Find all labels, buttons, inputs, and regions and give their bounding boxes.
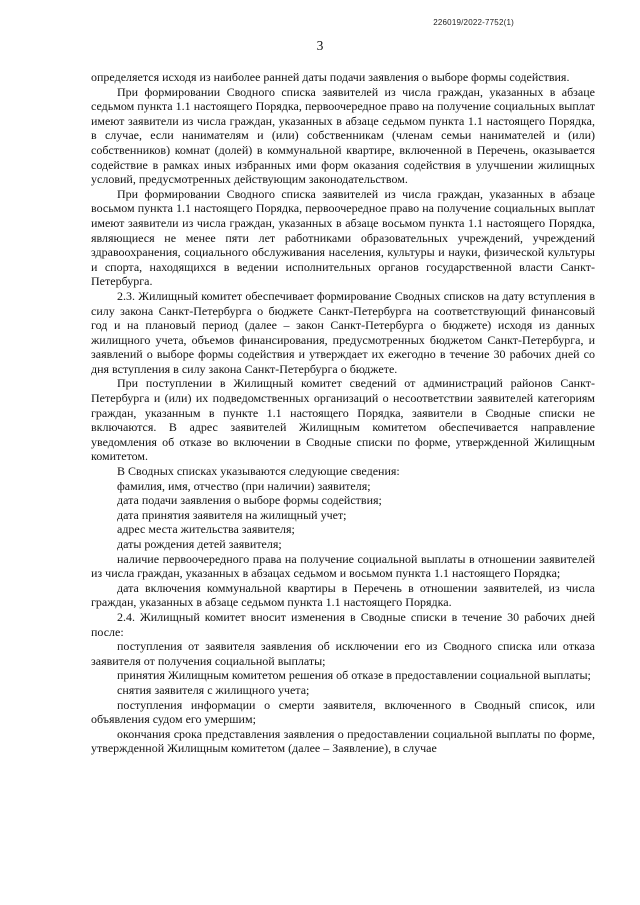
paragraph: 2.4. Жилищный комитет вносит изменения в Сводные списки в течение 30 рабочих дней после: [91,609,595,639]
paragraph: В Сводных списках указываются следующие сведения: [117,464,400,479]
list-item: дата принятия заявителя на жилищный учет; [117,507,347,522]
list-item: поступления от заявителя заявления об исключении его из Сводного списка или отказа заявителя от получения социальной выплаты; [91,639,595,668]
list-item: принятия Жилищным комитетом решения об отказе в предоставлении социальной выплаты; [117,668,591,683]
paragraph: При поступлении в Жилищный комитет сведений от администраций районов Санкт-Петербурга и (или) их подведомственных организаций о несоответствии заявителей категориям граждан, указанным в пункте 1.1 настоящего Порядка, заявители в Сводные списки не включаются. В адрес заявителей Жилищным комитетом обеспечивается направление уведомления об отказе во включении в Сводные списки по форме, утвержденной Жилищным комитетом. [91,376,595,464]
list-item: окончания срока представления заявления о предоставлении социальной выплаты по форме, утвержденной Жилищным комитетом (далее – Заявление), в случае [91,726,595,756]
list-item: даты рождения детей заявителя; [117,537,282,551]
paragraph: При формировании Сводного списка заявителей из числа граждан, указанных в абзаце седьмом пункта 1.1 настоящего Порядка, первоочередное право на получение социальных выплат имеют заявители из числа граждан, указанных в абзаце седьмом пункта 1.1 настоящего Порядка, в случае, если нанимателям и (или) собственникам (членам семьи нанимателей и (или) собственников) комнат (долей) в коммунальной квартире, включенной в Перечень, оказывается содействие в рамках иных избранных ими форм оказания содействия в улучшении жилищных условий, предусмотренных действующим законодательством. [91,84,595,187]
list-item: снятия заявителя с жилищного учета; [117,682,310,697]
list-item: поступления информации о смерти заявителя, включенного в Сводный список, или объявления судом его умершим; [91,697,595,727]
list-item: фамилия, имя, отчество (при наличии) заявителя; [117,478,371,493]
paragraph: определяется исходя из наиболее ранней даты подачи заявления о выборе формы содействия. [91,70,570,84]
list-item: дата подачи заявления о выборе формы содействия; [117,493,382,508]
paragraph: При формировании Сводного списка заявителей из числа граждан, указанных в абзаце восьмом пункта 1.1 настоящего Порядка, первоочередное право на получение социальных выплат имеют заявители из числа граждан, указанных в абзаце восьмом пункта 1.1 настоящего Порядка, являющиеся не менее пяти лет работниками образовательных учреждений, учреждений здравоохранения, социального обслуживания населения, культуры и науки, физической культуры и спорта, находящихся в ведении исполнительных органов государственной власти Санкт-Петербурга. [91,186,595,289]
document-number: 226019/2022-7752(1) [433,18,514,27]
list-item: наличие первоочередного права на получение социальной выплаты в отношении заявителей из числа граждан, указанных в абзацах седьмом и восьмом пункта 1.1 настоящего Порядка; [91,551,595,581]
list-item: дата включения коммунальной квартиры в Перечень в отношении заявителей, из числа граждан, указанных в абзаце седьмом пункта 1.1 настоящего Порядка. [91,580,595,610]
paragraph: 2.3. Жилищный комитет обеспечивает формирование Сводных списков на дату вступления в силу закона Санкт-Петербурга о бюджете Санкт-Петербурга на соответствующий финансовый год и на плановый период (далее – закон Санкт-Петербурга о бюджете) исходя из данных жилищного учета, объемов финансирования, предусмотренных бюджетом Санкт-Петербурга, и заявлений о выборе формы содействия и утверждает их ежегодно в течение 30 рабочих дней со дня вступления в силу закона Санкт-Петербурга о бюджете. [91,288,595,376]
document-body [91,70,595,756]
page-number: 3 [316,38,324,53]
list-item: адрес места жительства заявителя; [117,522,295,537]
